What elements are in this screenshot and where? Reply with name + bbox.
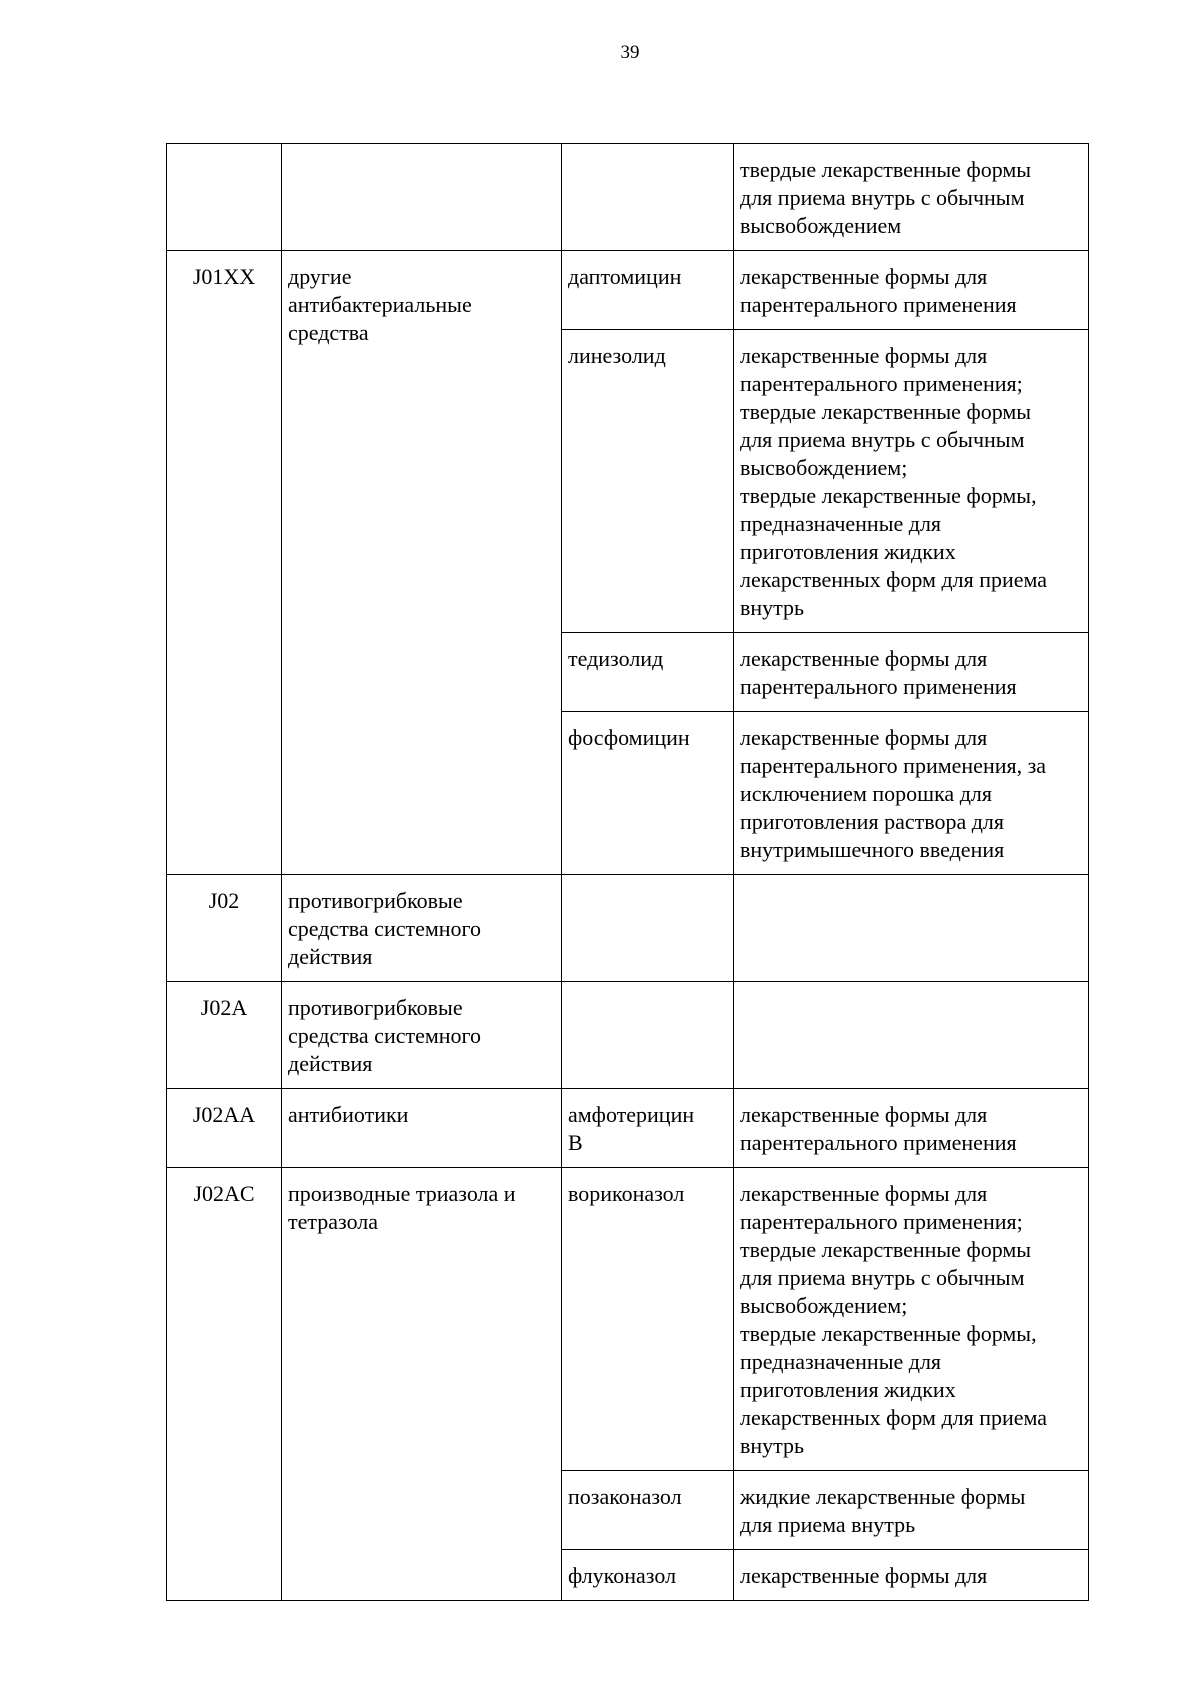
drug-cell: линезолид [562,330,734,633]
drug-cell [562,982,734,1089]
atc-code-cell: J02A [167,982,282,1089]
atc-code-cell: J02AA [167,1089,282,1168]
dosage-forms-cell: жидкие лекарственные формы для приема внутрь [734,1471,1089,1550]
table-row [167,144,1089,251]
atc-code-cell [167,144,282,251]
group-cell: производные триазола и тетразола [282,1168,562,1601]
table-row [167,251,1089,330]
drug-table [166,143,1089,1601]
dosage-forms-cell: лекарственные формы для [734,1550,1089,1601]
atc-code-cell: J01XX [167,251,282,875]
drug-cell [562,875,734,982]
dosage-forms-cell: лекарственные формы для парентерального применения; твердые лекарственные формы для приема внутрь с обычным высвобождением; твердые лекарственные формы, предназначенные для приготовления жидких лекарственных форм для приема внутрь [734,1168,1089,1471]
drug-cell: позаконазол [562,1471,734,1550]
group-cell: другие антибактериальные средства [282,251,562,875]
drug-cell: флуконазол [562,1550,734,1601]
dosage-forms-cell [734,875,1089,982]
group-cell: противогрибковые средства системного действия [282,982,562,1089]
table-row [167,1089,1089,1168]
group-cell: противогрибковые средства системного действия [282,875,562,982]
table-row [167,875,1089,982]
atc-code-cell: J02 [167,875,282,982]
dosage-forms-cell: лекарственные формы для парентерального применения; твердые лекарственные формы для приема внутрь с обычным высвобождением; твердые лекарственные формы, предназначенные для приготовления жидких лекарственных форм для приема внутрь [734,330,1089,633]
dosage-forms-cell: лекарственные формы для парентерального применения, за исключением порошка для приготовления раствора для внутримышечного введения [734,712,1089,875]
drug-cell: вориконазол [562,1168,734,1471]
group-cell [282,144,562,251]
table-row [167,982,1089,1089]
drug-cell [562,144,734,251]
dosage-forms-cell: твердые лекарственные формы для приема внутрь с обычным высвобождением [734,144,1089,251]
atc-code-cell: J02AC [167,1168,282,1601]
page-number: 39 [620,42,640,63]
drug-cell: тедизолид [562,633,734,712]
drug-cell: фосфомицин [562,712,734,875]
table-row [167,1168,1089,1471]
dosage-forms-cell: лекарственные формы для парентерального применения [734,633,1089,712]
dosage-forms-cell: лекарственные формы для парентерального применения [734,251,1089,330]
dosage-forms-cell: лекарственные формы для парентерального применения [734,1089,1089,1168]
dosage-forms-cell [734,982,1089,1089]
group-cell: антибиотики [282,1089,562,1168]
drug-cell: амфотерицин B [562,1089,734,1168]
drug-cell: даптомицин [562,251,734,330]
